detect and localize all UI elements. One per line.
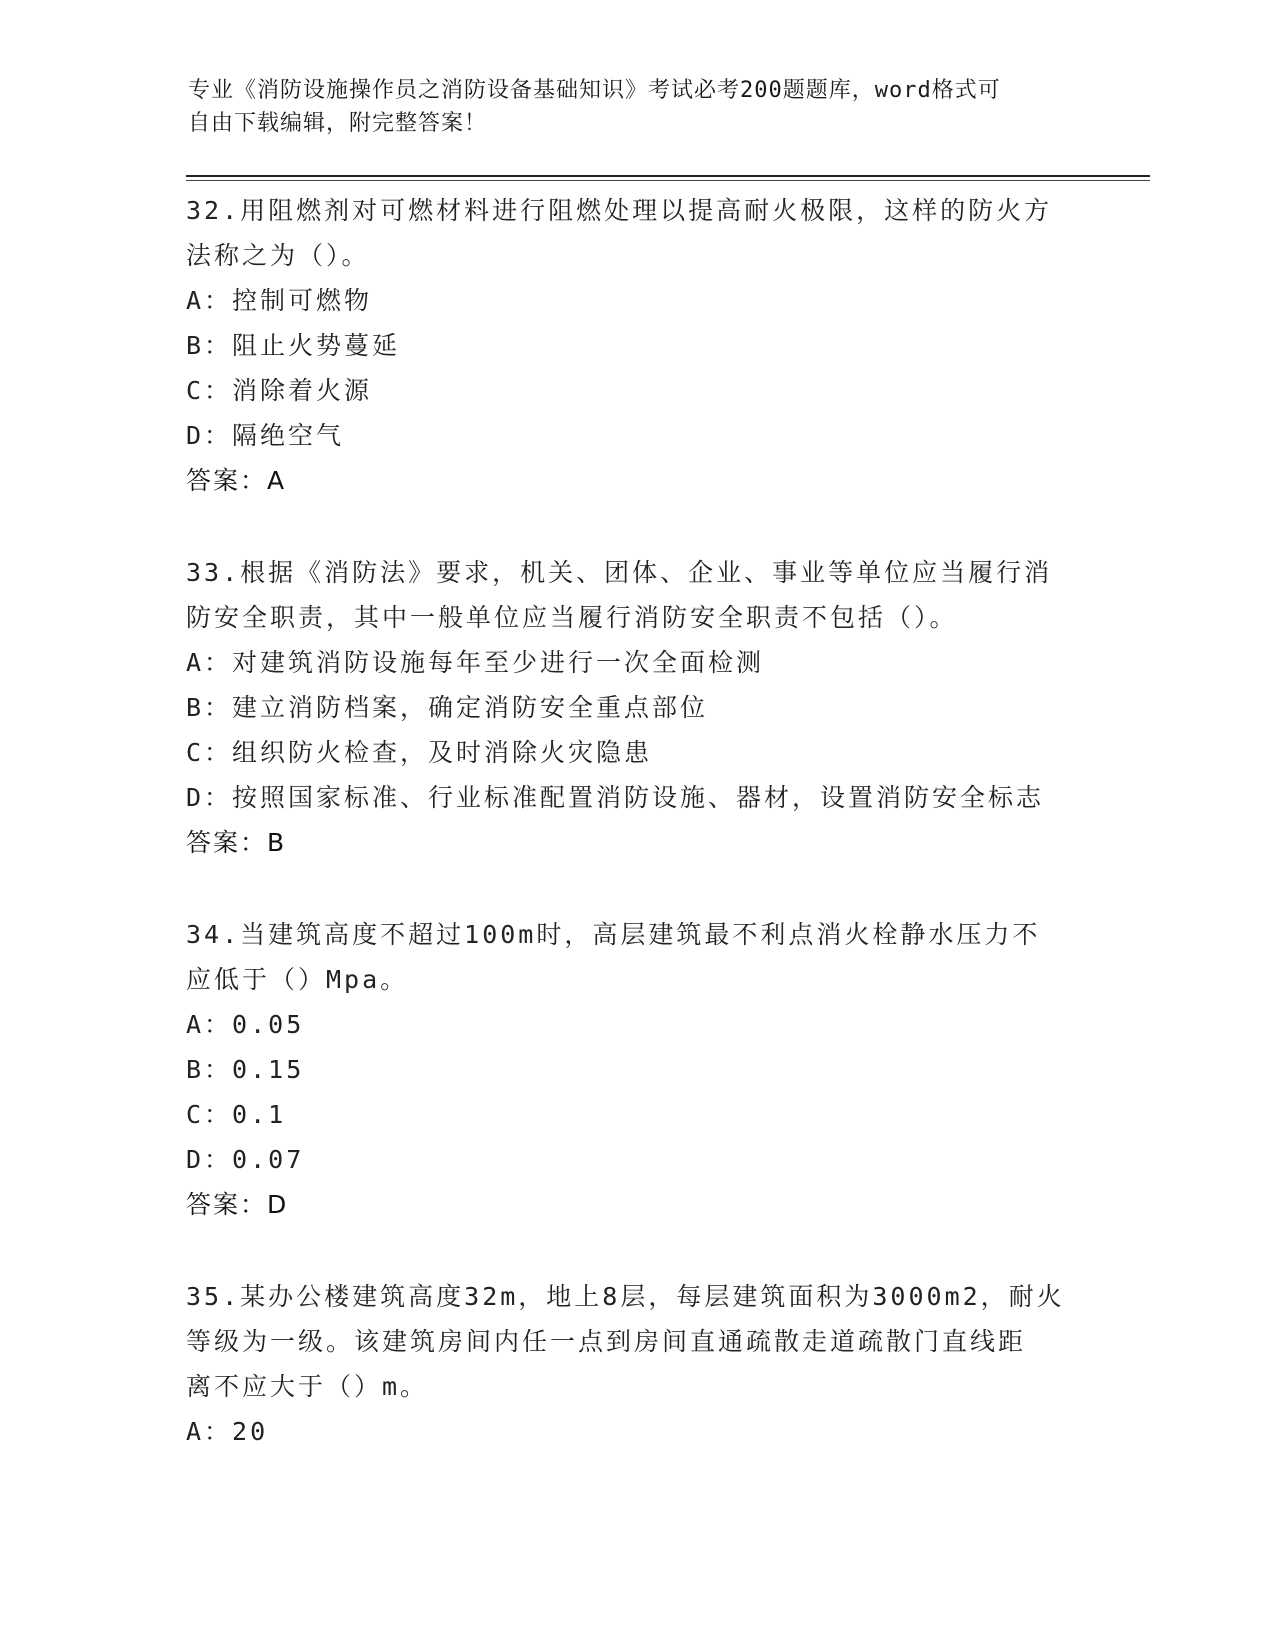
question-33 xyxy=(186,550,1086,865)
option-a: A：对建筑消防设施每年至少进行一次全面检测 xyxy=(186,648,765,677)
question-text-line: 离不应大于（）m。 xyxy=(186,1372,429,1401)
question-text-line: 32.用阻燃剂对可燃材料进行阻燃处理以提高耐火极限，这样的防火方 xyxy=(186,196,1053,225)
question-34 xyxy=(186,912,1086,1227)
document-header xyxy=(188,74,1068,140)
option-b: B：阻止火势蔓延 xyxy=(186,331,401,360)
option-c: C：组织防火检查，及时消除火灾隐患 xyxy=(186,738,653,767)
option-a: A：20 xyxy=(186,1417,269,1446)
option-d: D：0.07 xyxy=(186,1145,305,1174)
option-a: A：0.05 xyxy=(186,1010,305,1039)
option-b: B：0.15 xyxy=(186,1055,305,1084)
option-c: C：0.1 xyxy=(186,1100,287,1129)
header-rule-thin xyxy=(186,180,1150,181)
option-d: D：按照国家标准、行业标准配置消防设施、器材，设置消防安全标志 xyxy=(186,783,1045,812)
question-text-line: 防安全职责，其中一般单位应当履行消防安全职责不包括（）。 xyxy=(186,603,958,632)
option-b: B：建立消防档案，确定消防安全重点部位 xyxy=(186,693,709,722)
question-35 xyxy=(186,1274,1086,1454)
question-text-line: 34.当建筑高度不超过100m时，高层建筑最不利点消火栓静水压力不 xyxy=(186,920,1041,949)
header-rule-thick xyxy=(186,175,1150,177)
option-d: D：隔绝空气 xyxy=(186,421,345,450)
question-text-line: 35.某办公楼建筑高度32m，地上8层，每层建筑面积为3000m2，耐火 xyxy=(186,1282,1065,1311)
question-text-line: 等级为一级。该建筑房间内任一点到房间直通疏散走道疏散门直线距 xyxy=(186,1327,1027,1356)
header-line-2: 自由下载编辑，附完整答案！ xyxy=(188,111,488,136)
answer-label: 答案：D xyxy=(186,1190,289,1219)
answer-label: 答案：A xyxy=(186,466,287,495)
question-spacer xyxy=(186,503,1086,550)
option-a: A：控制可燃物 xyxy=(186,286,373,315)
answer-label: 答案：B xyxy=(186,828,287,857)
option-c: C：消除着火源 xyxy=(186,376,373,405)
question-text-line: 法称之为（）。 xyxy=(186,241,370,270)
question-spacer xyxy=(186,1227,1086,1274)
question-32 xyxy=(186,188,1086,503)
question-text-line: 33.根据《消防法》要求，机关、团体、企业、事业等单位应当履行消 xyxy=(186,558,1053,587)
question-spacer xyxy=(186,865,1086,912)
question-list xyxy=(186,188,1086,1454)
header-line-1: 专业《消防设施操作员之消防设备基础知识》考试必考200题题库，word格式可 xyxy=(188,78,1001,103)
question-text-line: 应低于（）Mpa。 xyxy=(186,965,409,994)
